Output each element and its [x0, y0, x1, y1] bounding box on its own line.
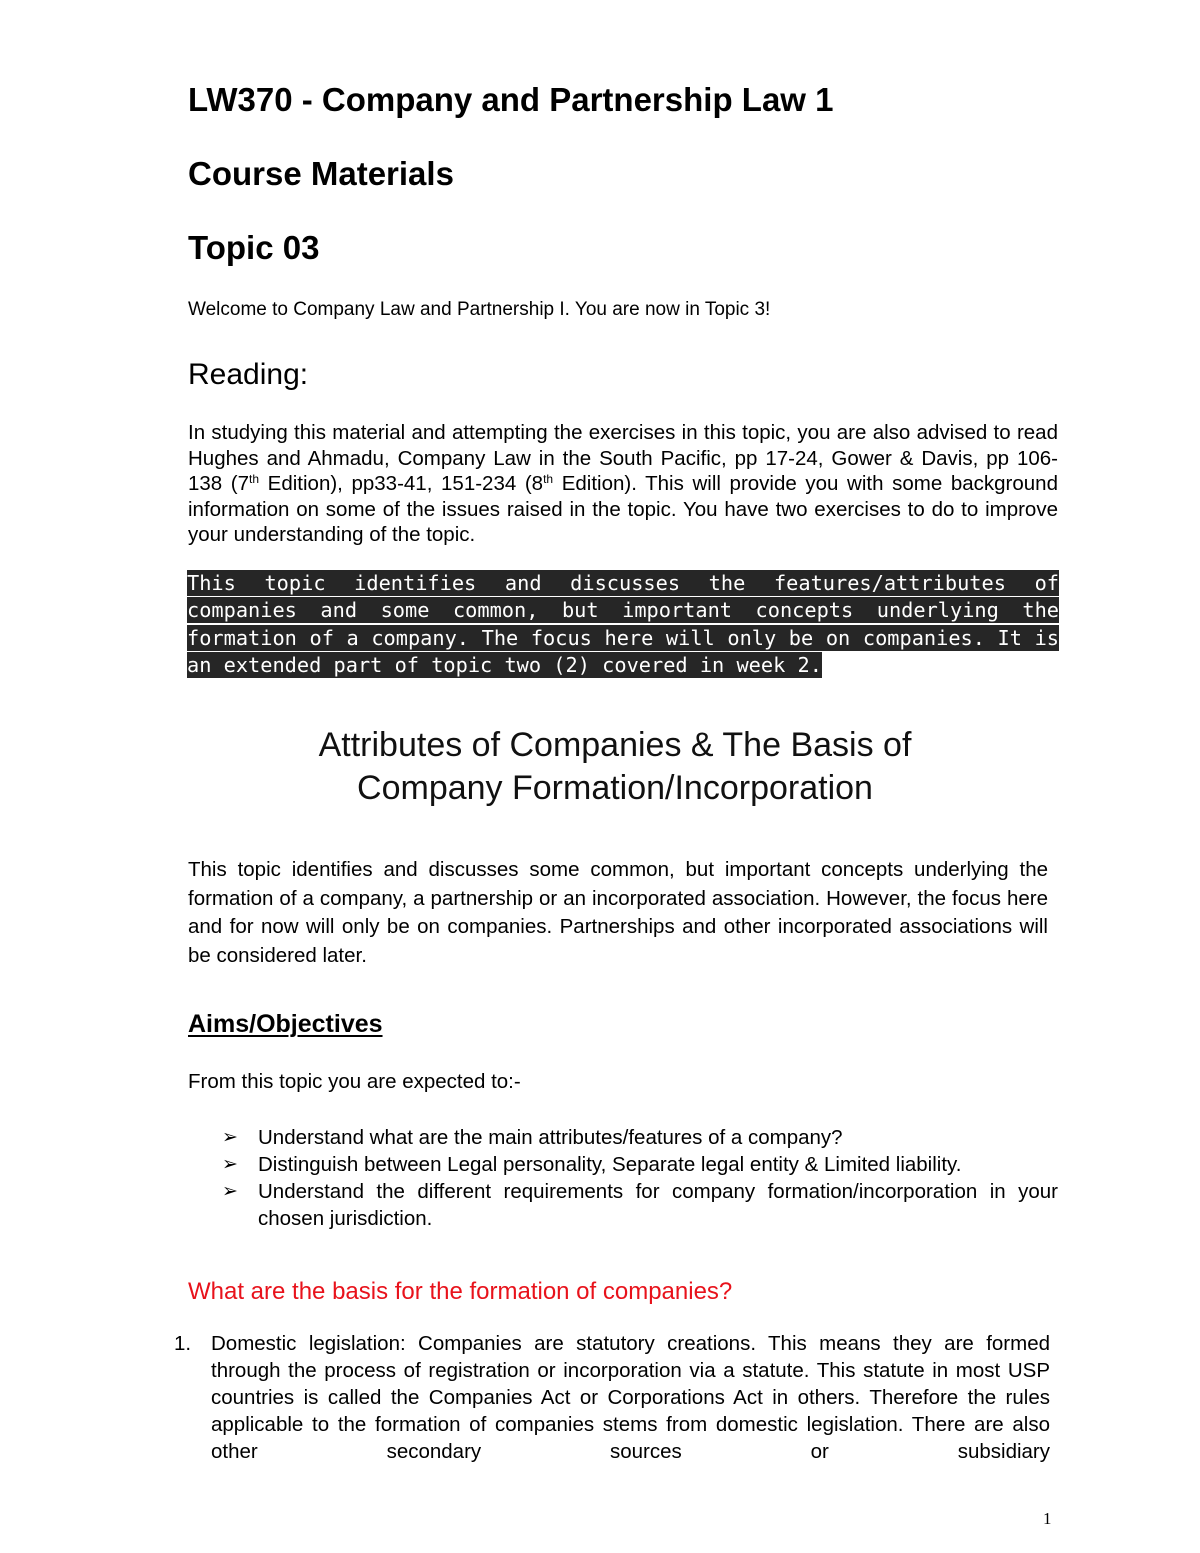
course-title: LW370 - Company and Partnership Law 1: [188, 81, 834, 118]
page-number: 1: [1043, 1509, 1052, 1528]
section-title-line-2: Company Formation/Incorporation: [357, 769, 873, 807]
aim-text: Understand the different requirements for company formation/incorporation in your chosen jurisdiction.: [258, 1180, 1058, 1230]
course-materials-heading: Course Materials: [188, 155, 454, 192]
basis-question-heading: What are the basis for the formation of companies?: [188, 1278, 733, 1305]
aims-intro: From this topic you are expected to:-: [188, 1070, 521, 1093]
highlighted-note-text: This topic identifies and discusses the features/attributes of companies and some common, but important concepts underlying the formation of a company. The focus here will only be on companies. It is an extended part of topic two (2) covered in week 2.: [187, 571, 1059, 677]
list-number: 1.: [174, 1332, 192, 1355]
section-title-line-1: Attributes of Companies & The Basis of: [318, 726, 912, 764]
list-item: [222, 1178, 1058, 1232]
reading-superscript-2: th: [543, 472, 554, 486]
list-item: [174, 1330, 1050, 1465]
highlighted-note: [187, 570, 1059, 679]
basis-list: [174, 1330, 1050, 1465]
arrow-bullet-icon: ➢: [222, 1180, 238, 1202]
reading-text-part3: Edition). This will provide you with some background information on some of the issues raised in the topic. You have two exercises to do to improve your understanding of the topic.: [188, 472, 1058, 546]
basis-text: Domestic legislation: Companies are statutory creations. This means they are formed through the process of registration or incorporation via a statute. This statute in most USP countries is called the Companies Act or Corporations Act in others. Therefore the rules applicable to the formation of companies stems from domestic legislation. There are also other secondary sources or subsidiary: [211, 1332, 1050, 1463]
reading-text-part1: In studying this material and attempting the exercises in this topic, you are also advised to read Hughes and Ahmadu, Company Law in the South Pacific, pp 17-24, Gower & Davis, pp 106-138 (7: [188, 421, 1058, 495]
arrow-bullet-icon: ➢: [222, 1153, 238, 1175]
list-item: [222, 1151, 1058, 1178]
aim-text: Distinguish between Legal personality, Separate legal entity & Limited liability.: [258, 1153, 962, 1176]
section-intro-paragraph: This topic identifies and discusses some common, but important concepts underlying the formation of a company, a partnership or an incorporated association. However, the focus here and for now will only be on companies. Partnerships and other incorporated associations will be considered later.: [188, 858, 1048, 967]
aims-heading: Aims/Objectives: [188, 1010, 383, 1038]
reading-superscript-1: th: [249, 472, 260, 486]
topic-heading: Topic 03: [188, 229, 320, 266]
arrow-bullet-icon: ➢: [222, 1126, 238, 1148]
aim-text: Understand what are the main attributes/features of a company?: [258, 1126, 843, 1149]
welcome-text: Welcome to Company Law and Partnership I. You are now in Topic 3!: [188, 299, 771, 320]
aims-list: [222, 1124, 1058, 1232]
list-item: [222, 1124, 1058, 1151]
reading-heading: Reading:: [188, 358, 309, 391]
reading-text-part2: Edition), pp33-41, 151-234 (8: [259, 472, 544, 495]
section-title: [200, 724, 1030, 810]
reading-paragraph: [188, 420, 1058, 548]
